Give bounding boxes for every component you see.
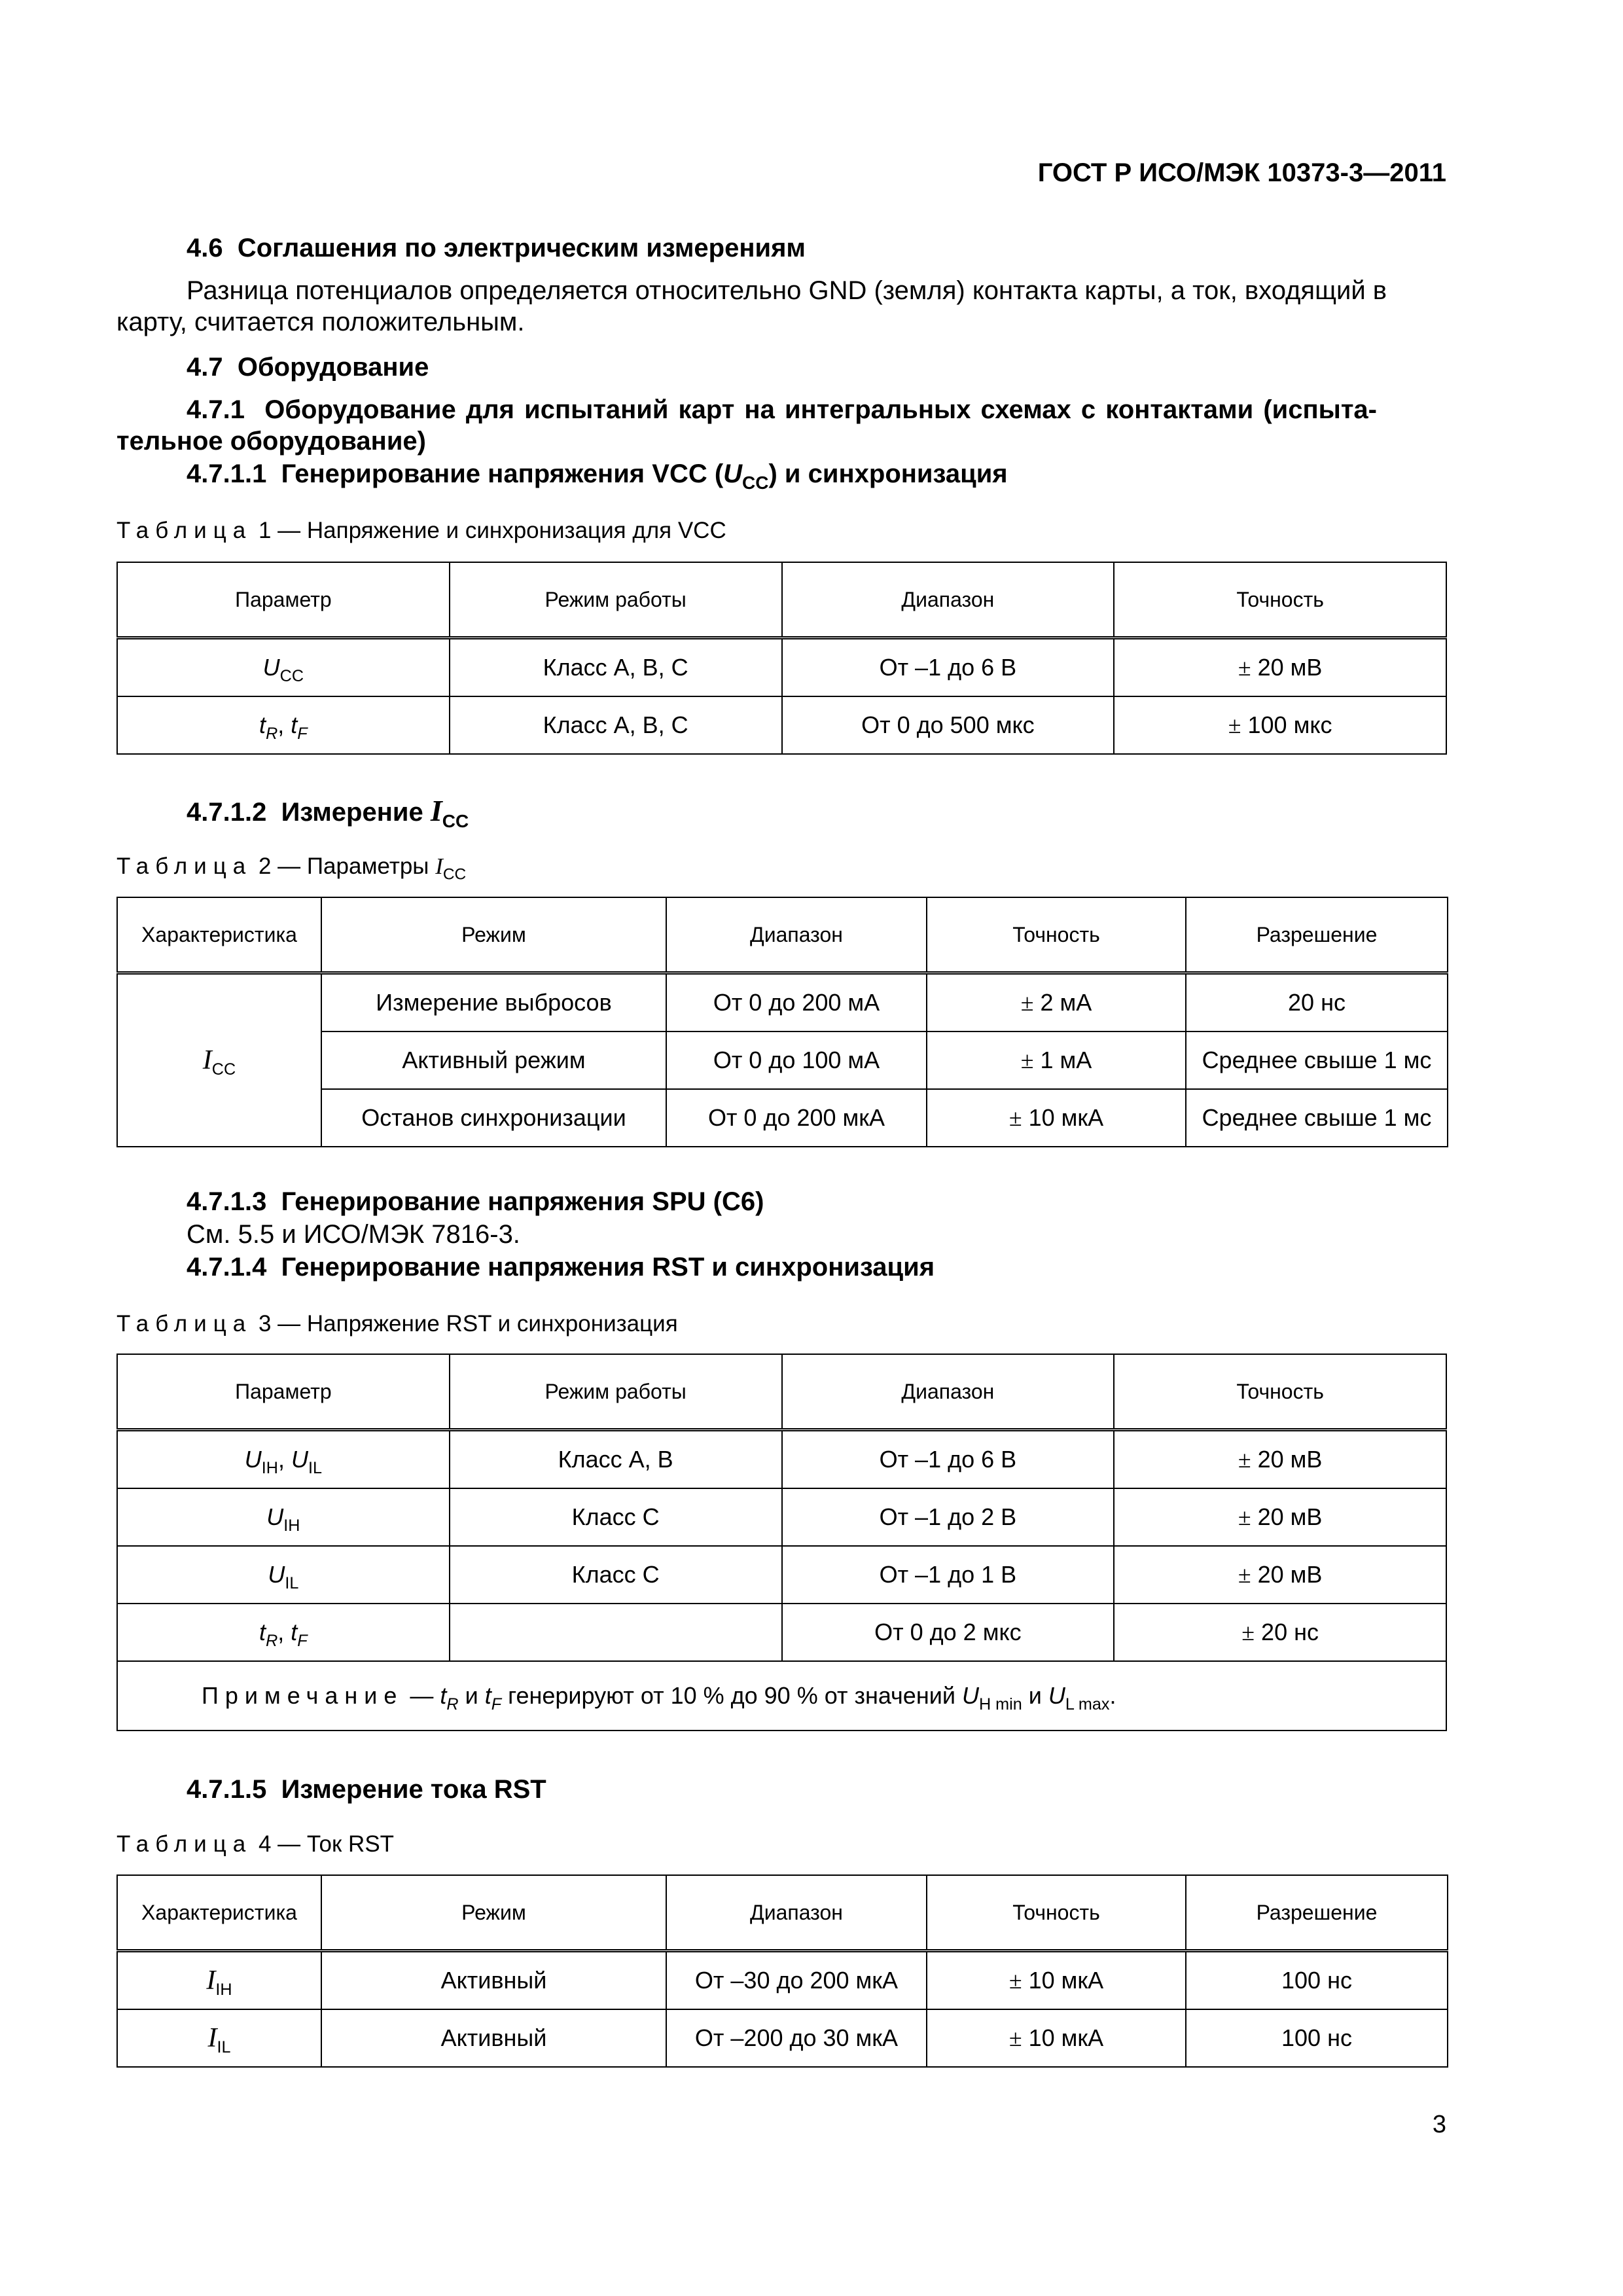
symbol: U: [268, 1561, 285, 1588]
section-number: 4.7.1: [187, 395, 245, 424]
section-number: 4.6: [187, 234, 223, 262]
caption-word: Таблица: [116, 1831, 253, 1857]
mode-cell: Класс С: [450, 1546, 782, 1604]
section-4-7-1-1-heading: [187, 458, 1008, 493]
caption-number: 1: [258, 518, 272, 543]
accuracy-value: 20 мВ: [1257, 654, 1323, 681]
characteristic-cell: [117, 973, 321, 1147]
table-header-row: [117, 1354, 1446, 1430]
symbol-subscript: CC: [442, 865, 467, 884]
symbol: I: [202, 1045, 212, 1075]
range-cell: От –1 до 6 В: [782, 638, 1115, 697]
paragraph-line: Разница потенциалов определяется относительно GND (земля) контакта карты, а ток, входящий в: [187, 276, 1387, 305]
paragraph-line: См. 5.5 и ИСО/МЭК 7816-3.: [187, 1220, 520, 1249]
accuracy-cell: [927, 1951, 1186, 2010]
table-2: [116, 897, 1448, 1147]
accuracy-value: 10 мкА: [1028, 1967, 1104, 1994]
symbol-subscript: F: [297, 724, 308, 743]
separator: ,: [277, 1619, 291, 1645]
symbol-subscript: F: [297, 1631, 308, 1650]
resolution-cell: 100 нс: [1186, 2009, 1448, 2067]
plus-minus: ±: [1238, 1562, 1251, 1588]
caption-text: — Ток RST: [277, 1831, 395, 1857]
caption-number: 4: [258, 1831, 272, 1857]
header-cell: Параметр: [117, 1354, 450, 1430]
plus-minus: ±: [1008, 2025, 1022, 2051]
note-text: и: [1022, 1682, 1048, 1709]
symbol-subscript: IL: [308, 1458, 322, 1477]
accuracy-cell: [1114, 1604, 1446, 1661]
symbol-subscript: CC: [279, 666, 304, 685]
symbol-subscript: IL: [285, 1573, 299, 1592]
header-cell: Режим работы: [450, 1354, 782, 1430]
range-cell: От 0 до 200 мА: [666, 973, 927, 1032]
table-row: [117, 2009, 1448, 2067]
symbol-subscript: IH: [261, 1458, 278, 1477]
symbol: U: [262, 654, 280, 681]
header-cell: Точность: [927, 897, 1186, 973]
header-cell: Диапазон: [666, 1875, 927, 1951]
symbol-subscript: IH: [215, 1980, 232, 1999]
section-number: 4.7.1.3: [187, 1187, 267, 1216]
header-cell: Диапазон: [782, 1354, 1115, 1430]
range-cell: От –1 до 2 В: [782, 1488, 1115, 1546]
plus-minus: ±: [1238, 1446, 1251, 1473]
mode-cell: Активный: [321, 1951, 666, 2010]
separator: ,: [277, 1446, 291, 1473]
table-header-row: [117, 897, 1448, 973]
symbol: t: [259, 1619, 266, 1645]
section-4-7-heading: [187, 351, 429, 383]
accuracy-value: 20 мВ: [1257, 1446, 1323, 1473]
header-cell: Режим работы: [450, 562, 782, 638]
accuracy-value: 100 мкс: [1247, 711, 1332, 738]
table-4-caption: [116, 1831, 394, 1858]
symbol-subscript: CC: [211, 1060, 236, 1079]
header-cell: Разрешение: [1186, 897, 1448, 973]
section-title-part: Генерирование напряжения VCC (: [281, 459, 724, 488]
param-cell: [117, 696, 450, 754]
section-title: Соглашения по электрическим измерениям: [237, 234, 806, 262]
param-cell: [117, 1488, 450, 1546]
resolution-cell: Среднее свыше 1 мс: [1186, 1089, 1448, 1147]
table-1-caption: [116, 517, 726, 545]
header-cell: Характеристика: [117, 1875, 321, 1951]
section-title: Измерение тока RST: [281, 1775, 546, 1804]
mode-cell: Измерение выбросов: [321, 973, 666, 1032]
section-number: 4.7.1.1: [187, 459, 267, 488]
header-cell: Режим: [321, 1875, 666, 1951]
note-text: .: [1109, 1682, 1116, 1709]
plus-minus: ±: [1020, 1047, 1034, 1073]
table-header-row: [117, 562, 1446, 638]
accuracy-value: 20 мВ: [1257, 1503, 1323, 1530]
mode-cell: Класс С: [450, 1488, 782, 1546]
symbol-subscript: H min: [978, 1695, 1022, 1713]
symbol-u: U: [723, 459, 743, 488]
symbol: I: [206, 1965, 216, 1996]
accuracy-value: 20 нс: [1261, 1619, 1319, 1645]
accuracy-cell: [927, 1089, 1186, 1147]
mode-cell: Класс А, В, С: [450, 696, 782, 754]
section-number: 4.7: [187, 353, 223, 382]
symbol: t: [259, 711, 266, 738]
section-title-part: ) и синхронизация: [768, 459, 1008, 488]
section-4-7-1-4-heading: [187, 1251, 935, 1283]
param-cell: [117, 1604, 450, 1661]
mode-cell: Активный: [321, 2009, 666, 2067]
caption-text: — Параметры: [277, 853, 429, 879]
note-label: Примечание: [202, 1682, 404, 1709]
accuracy-cell: [927, 973, 1186, 1032]
symbol: t: [291, 711, 298, 738]
section-4-7-1-heading: [187, 394, 1377, 425]
accuracy-value: 20 мВ: [1257, 1561, 1323, 1588]
section-number: 4.7.1.2: [187, 798, 267, 827]
accuracy-cell: [1114, 1430, 1446, 1489]
accuracy-value: 2 мА: [1040, 989, 1092, 1016]
symbol: U: [961, 1682, 979, 1709]
resolution-cell: 20 нс: [1186, 973, 1448, 1032]
table-row: [117, 1430, 1446, 1489]
mode-cell: Останов синхронизации: [321, 1089, 666, 1147]
range-cell: От –1 до 1 В: [782, 1546, 1115, 1604]
section-title: Генерирование напряжения SPU (C6): [281, 1187, 764, 1216]
param-cell: [117, 638, 450, 697]
symbol: t: [484, 1682, 491, 1709]
plus-minus: ±: [1238, 655, 1251, 681]
table-1: [116, 562, 1447, 755]
table-row: [117, 1488, 1446, 1546]
accuracy-value: 10 мкА: [1028, 1104, 1104, 1131]
separator: ,: [277, 711, 291, 738]
symbol-subscript: R: [266, 1631, 278, 1650]
table-note: [117, 1661, 1446, 1731]
table-row: [117, 696, 1446, 754]
param-cell: [117, 1546, 450, 1604]
accuracy-value: 10 мкА: [1028, 2024, 1104, 2051]
range-cell: От 0 до 100 мА: [666, 1031, 927, 1089]
plus-minus: ±: [1008, 1967, 1022, 1994]
symbol-i: I: [430, 794, 442, 827]
plus-minus: ±: [1241, 1619, 1255, 1645]
page-number: 3: [1432, 2111, 1446, 2138]
caption-word: Таблица: [116, 1311, 253, 1336]
param-cell: [117, 1430, 450, 1489]
caption-symbol: I: [435, 853, 443, 879]
symbol-subscript: R: [266, 724, 278, 743]
accuracy-cell: [1114, 696, 1446, 754]
paragraph-line: карту, считается положительным.: [116, 308, 525, 336]
table-header-row: [117, 1875, 1448, 1951]
note-text: генерируют от 10 % до 90 % от значений: [501, 1682, 962, 1709]
symbol: U: [1048, 1682, 1065, 1709]
symbol: U: [291, 1446, 308, 1473]
table-row: [117, 1604, 1446, 1661]
table-row: [117, 638, 1446, 697]
accuracy-cell: [1114, 1546, 1446, 1604]
section-title: Оборудование: [237, 353, 429, 382]
accuracy-cell: [927, 1031, 1186, 1089]
accuracy-cell: [1114, 1488, 1446, 1546]
range-cell: От 0 до 500 мкс: [782, 696, 1115, 754]
range-cell: От –200 до 30 мкА: [666, 2009, 927, 2067]
accuracy-value: 1 мА: [1040, 1047, 1092, 1073]
header-cell: Диапазон: [666, 897, 927, 973]
characteristic-cell: [117, 1951, 321, 2010]
symbol: t: [291, 1619, 298, 1645]
section-title: Оборудование для испытаний карт на интегральных схемах с контактами (испыта-: [264, 395, 1377, 424]
table-3-caption: [116, 1310, 678, 1338]
symbol-subscript: IL: [217, 2037, 231, 2056]
range-cell: От 0 до 200 мкА: [666, 1089, 927, 1147]
symbol-subscript: L max: [1065, 1695, 1110, 1713]
accuracy-cell: [1114, 638, 1446, 697]
symbol-subscript: IH: [283, 1516, 300, 1535]
symbol: U: [266, 1503, 284, 1530]
caption-word: Таблица: [116, 853, 253, 879]
resolution-cell: Среднее свыше 1 мс: [1186, 1031, 1448, 1089]
mode-cell: [450, 1604, 782, 1661]
accuracy-cell: [927, 2009, 1186, 2067]
section-title-continued: тельное оборудование): [116, 427, 426, 456]
plus-minus: ±: [1008, 1105, 1022, 1131]
plus-minus: ±: [1020, 990, 1034, 1016]
section-title: Измерение: [281, 798, 423, 827]
header-cell: Точность: [927, 1875, 1186, 1951]
table-4: [116, 1874, 1448, 2068]
mode-cell: Активный режим: [321, 1031, 666, 1089]
caption-text: — Напряжение и синхронизация для VCC: [277, 518, 726, 543]
table-2-caption: [116, 853, 467, 884]
resolution-cell: 100 нс: [1186, 1951, 1448, 2010]
section-number: 4.7.1.5: [187, 1775, 267, 1804]
header-cell: Точность: [1114, 562, 1446, 638]
section-4-7-1-3-heading: [187, 1186, 764, 1217]
section-4-6-heading: [187, 232, 806, 264]
section-title: Генерирование напряжения RST и синхронизация: [281, 1253, 935, 1282]
table-row: [117, 1546, 1446, 1604]
header-cell: Характеристика: [117, 897, 321, 973]
symbol: t: [440, 1682, 447, 1709]
symbol: U: [244, 1446, 262, 1473]
range-cell: От –30 до 200 мкА: [666, 1951, 927, 2010]
mode-cell: Класс А, В, С: [450, 638, 782, 697]
section-number: 4.7.1.4: [187, 1253, 267, 1282]
note-text: и: [458, 1682, 485, 1709]
table-3: [116, 1354, 1447, 1731]
plus-minus: ±: [1238, 1504, 1251, 1530]
table-row: [117, 1951, 1448, 2010]
characteristic-cell: [117, 2009, 321, 2067]
range-cell: От 0 до 2 мкс: [782, 1604, 1115, 1661]
header-cell: Режим: [321, 897, 666, 973]
caption-text: — Напряжение RST и синхронизация: [277, 1311, 678, 1336]
range-cell: От –1 до 6 В: [782, 1430, 1115, 1489]
table-note-row: [117, 1661, 1446, 1731]
symbol-subscript: CC: [442, 810, 469, 831]
caption-word: Таблица: [116, 518, 253, 543]
note-dash: —: [403, 1682, 440, 1709]
symbol-subscript: CC: [742, 472, 769, 493]
section-4-7-1-5-heading: [187, 1774, 546, 1805]
header-cell: Точность: [1114, 1354, 1446, 1430]
header-cell: Параметр: [117, 562, 450, 638]
standard-designation: ГОСТ Р ИСО/МЭК 10373-3—2011: [1037, 158, 1446, 187]
header-cell: Разрешение: [1186, 1875, 1448, 1951]
caption-number: 2: [258, 853, 272, 879]
plus-minus: ±: [1228, 712, 1241, 738]
symbol-subscript: R: [446, 1695, 459, 1713]
table-row: [117, 973, 1448, 1032]
header-cell: Диапазон: [782, 562, 1115, 638]
symbol-subscript: F: [491, 1695, 502, 1713]
mode-cell: Класс А, В: [450, 1430, 782, 1489]
symbol: I: [207, 2023, 217, 2053]
caption-number: 3: [258, 1311, 272, 1336]
section-4-7-1-2-heading: [187, 794, 469, 831]
